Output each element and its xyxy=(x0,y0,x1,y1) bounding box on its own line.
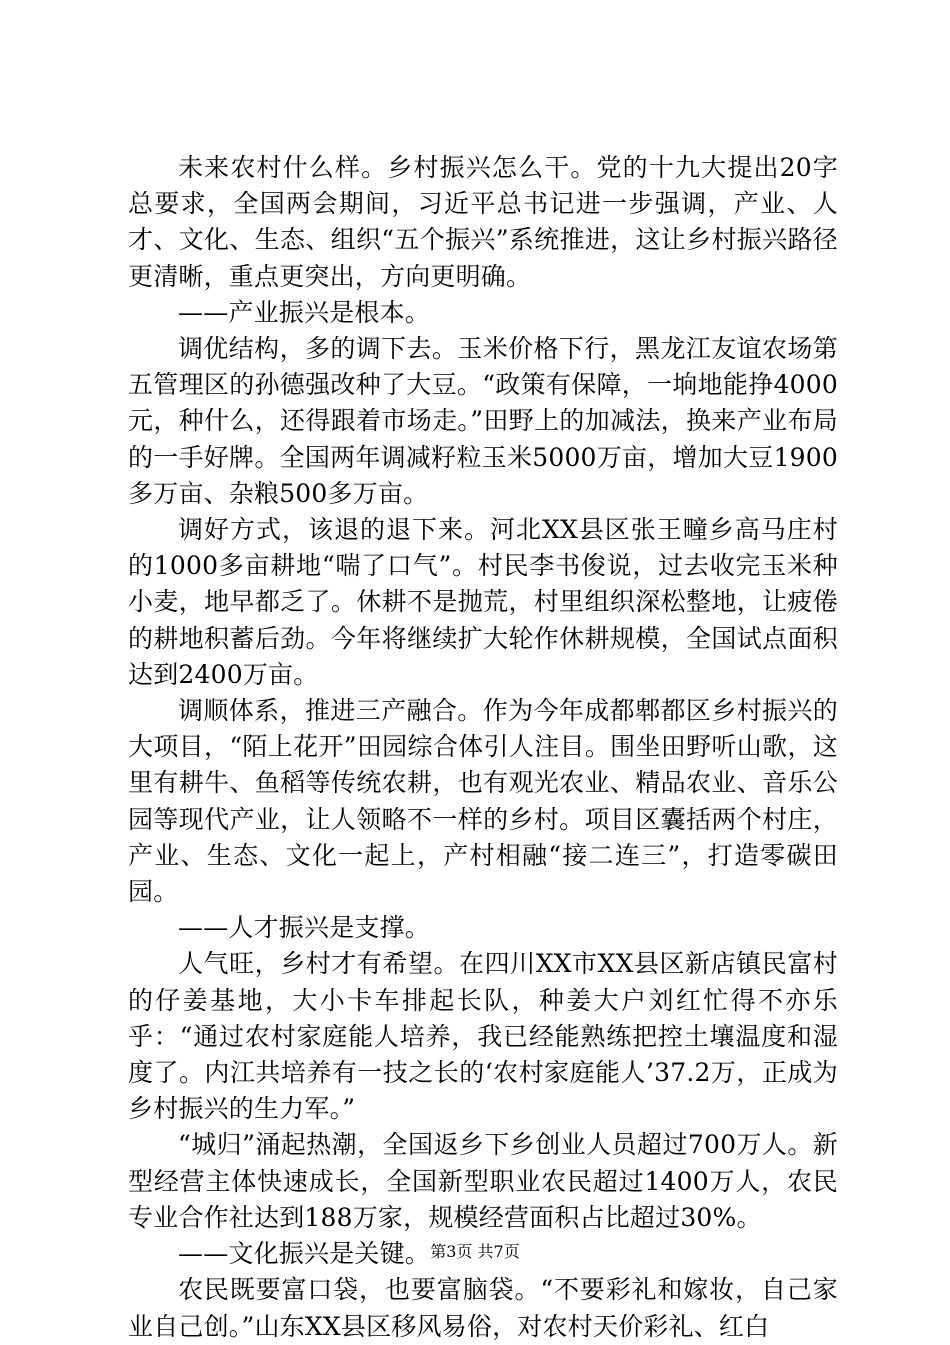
paragraph-method: 调好方式，该退的退下来。河北XX县区张王疃乡高马庄村的1000多亩耕地“喘了口气”。村民李书俊说，过去收完玉米种小麦，地早都乏了。休耕不是抛荒，村里组织深松整地，让疲倦的耕地积蓄后劲。今年将继续扩大轮作休耕规模，全国试点面积达到2400万亩。 xyxy=(128,515,838,689)
paragraph-intro: 未来农村什么样。乡村振兴怎么干。党的十九大提出20字总要求，全国两会期间，习近平总书记进一步强调，产业、人才、文化、生态、组织“五个振兴”系统推进，这让乡村振兴路径更清晰，重点更突出，方向更明确。 xyxy=(128,153,838,291)
paragraph-system: 调顺体系，推进三产融合。作为今年成都郫都区乡村振兴的大项目，“陌上花开”田园综合体引人注目。围坐田野听山歌，这里有耕牛、鱼稻等传统农耕，也有观光农业、精品农业、音乐公园等现代产业，让人领略不一样的乡村。项目区囊括两个村庄，产业、生态、文化一起上，产村相融“接二连三”，打造零碳田园。 xyxy=(128,696,838,907)
page-footer: 第3页 共7页 xyxy=(430,1242,520,1261)
paragraph-returnees: “城归”涌起热潮，全国返乡下乡创业人员超过700万人。新型经营主体快速成长，全国新型职业农民超过1400万人，农民专业合作社达到188万家，规模经营面积占比超过30%。 xyxy=(128,1130,838,1232)
section-heading-talent: ——人才振兴是支撑。 xyxy=(178,913,431,943)
document-body xyxy=(128,150,838,1345)
paragraph-structure: 调优结构，多的调下去。玉米价格下行，黑龙江友谊农场第五管理区的孙德强改种了大豆。“政策有保障，一垧地能挣4000元，种什么，还得跟着市场走。”田野上的加减法，换来产业布局的一手好牌。全国两年调减籽粒玉米5000万亩，增加大豆1900多万亩、杂粮500多万亩。 xyxy=(128,334,838,508)
section-heading-industry: ——产业振兴是根本。 xyxy=(178,297,431,327)
paragraph-culture: 农民既要富口袋，也要富脑袋。“不要彩礼和嫁妆，自己家业自己创。”山东XX县区移风易俗，对农村天价彩礼、红白 xyxy=(128,1275,838,1341)
paragraph-popularity: 人气旺，乡村才有希望。在四川XX市XX县区新店镇民富村的仔姜基地，大小卡车排起长队，种姜大户刘红忙得不亦乐乎：“通过农村家庭能人培养，我已经能熟练把控土壤温度和湿度了。内江共培养有一技之长的‘农村家庭能人’37.2万，正成为乡村振兴的生力军。” xyxy=(128,949,838,1124)
section-heading-culture: ——文化振兴是关键。 xyxy=(178,1239,431,1269)
